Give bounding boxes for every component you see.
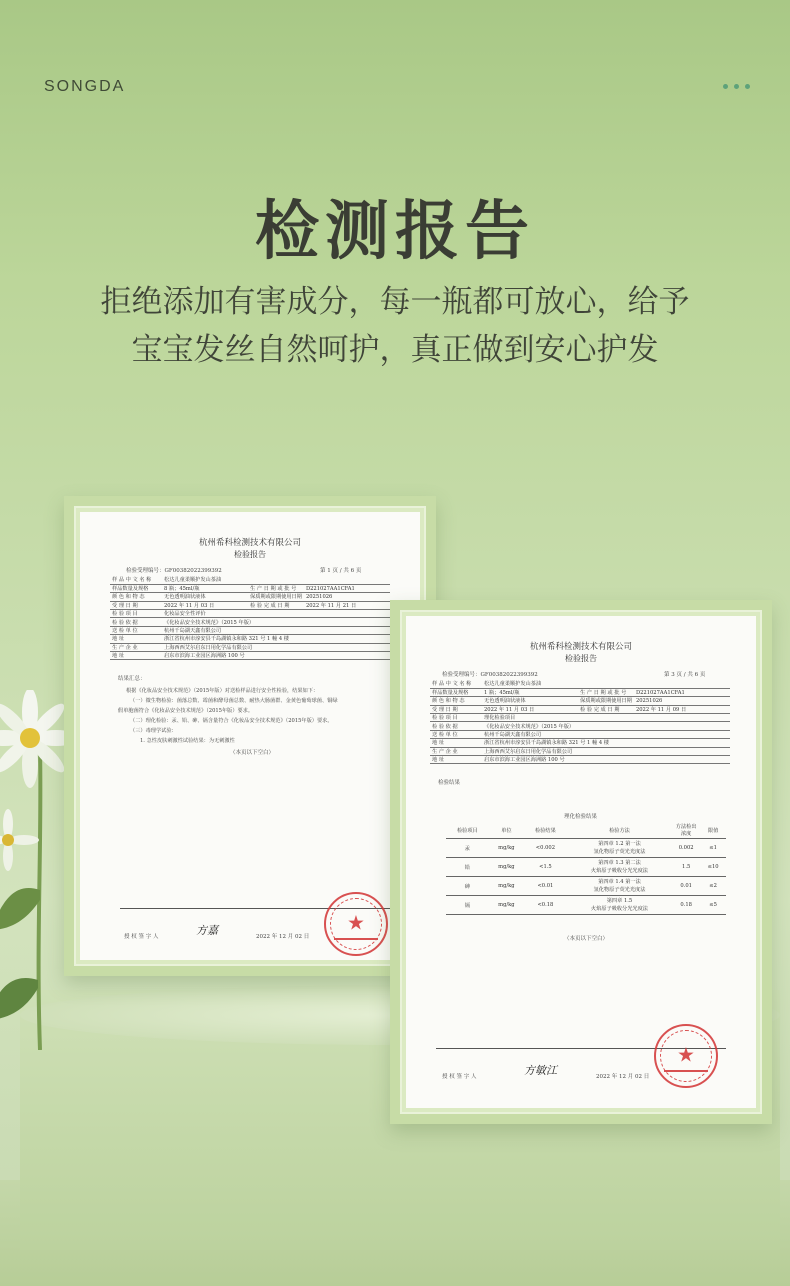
- result-cell: <0.01: [524, 877, 567, 896]
- info-row: [110, 626, 390, 634]
- method-line: 第四章 1.4 第一法: [598, 879, 641, 885]
- info-value: 《化妆品安全技术规范》（2015 年版）: [482, 722, 730, 730]
- report2-blank-note: （本页以下空白）: [564, 936, 609, 942]
- result-cell: 镉: [446, 896, 489, 915]
- report-paper-2: [406, 616, 756, 1108]
- method-line: 氢化物原子荧光光度法: [593, 887, 646, 893]
- result-cell: ≤10: [700, 858, 726, 877]
- result-row: [446, 839, 726, 858]
- info-value: 启东市滨海工业园区海洲路 100 号: [162, 652, 390, 660]
- result-cell: 汞: [446, 839, 489, 858]
- report1-page: 第 1 页 / 共 6 页: [320, 568, 362, 574]
- result-cell: 0.01: [672, 877, 700, 896]
- info-label: 地 址: [110, 635, 162, 643]
- info-value: 理化检验项目: [482, 714, 730, 722]
- report2-page: 第 3 页 / 共 6 页: [664, 672, 706, 678]
- report2-result-label: 检验结果: [438, 780, 461, 786]
- report1-signer-label: 授 权 签 字 人: [124, 934, 159, 940]
- report2-signer-label: 授 权 签 字 人: [442, 1074, 477, 1080]
- info-row: [110, 635, 390, 643]
- more-icon[interactable]: [723, 84, 750, 89]
- info-label: 样品数量及规格: [430, 688, 482, 696]
- info-value: 上海西西艾尔启东日用化学品有限公司: [162, 643, 390, 651]
- report1-date: 2022 年 12 月 02 日: [256, 934, 310, 940]
- header-cell: 方法检出浓度: [672, 822, 700, 839]
- info-value: 浙江省杭州市淳安县千岛湖镇永和路 321 号 1 幢 4 楼: [162, 635, 390, 643]
- info-row: [430, 739, 730, 747]
- info-label: 保质期或限期使用日期: [250, 594, 302, 601]
- page-subtitle: [60, 278, 730, 374]
- info-label: 地 址: [110, 652, 162, 660]
- result-cell: 0.002: [672, 839, 700, 858]
- info-label: 检 验 项 目: [430, 714, 482, 722]
- info-label: 地 址: [430, 756, 482, 764]
- info-label: 检 验 项 目: [110, 610, 162, 618]
- header-cell: 限值: [700, 822, 726, 839]
- report1-number: 检验受理编号：GF0038202239939​2: [126, 568, 222, 574]
- info-row: [430, 705, 730, 713]
- info-label: 检 验 完 成 日 期: [578, 705, 634, 713]
- info-label: 检 验 完 成 日 期: [248, 601, 304, 609]
- info-value: 松达儿童柔顺护发山茶油: [482, 680, 730, 688]
- info-label: 颜 色 和 物 态: [430, 697, 482, 705]
- report1-company: 杭州希科检测技术有限公司: [198, 538, 301, 548]
- report1-title: 检验报告: [234, 550, 266, 559]
- info-label: 保质期或限期使用日期: [580, 698, 632, 705]
- report1-result-line: 假单胞菌符合《化妆品安全技术规范》（2015年版）要求。: [118, 708, 254, 714]
- result-cell: 铅: [446, 858, 489, 877]
- report2-info-table: [430, 680, 730, 764]
- info-value: 1 瓶；45ml/瓶: [482, 688, 578, 696]
- report1-result-line: 1. 急性皮肤刺激性试验结果：为无刺激性: [140, 738, 235, 744]
- info-label: 受 理 日 期: [110, 601, 162, 609]
- report2-signature: 方敏江: [524, 1064, 557, 1077]
- info-label: 地 址: [430, 739, 482, 747]
- info-label: 送 检 单 位: [430, 730, 482, 738]
- info-row: [430, 697, 730, 705]
- info-label: 检 验 依 据: [110, 618, 162, 626]
- info-value: D221027AA1CFA1: [304, 584, 390, 592]
- info-label: 生 产 日 期 或 批 号: [578, 688, 634, 696]
- info-label: 颜 色 和 物 态: [110, 593, 162, 601]
- report1-result-line: 根据《化妆品安全技术规范》（2015年版）对送检样品进行安全性检验，结果如下：: [126, 688, 319, 694]
- result-row: [446, 896, 726, 915]
- info-value: 2022 年 11 月 03 日: [162, 601, 248, 609]
- result-cell: 0.18: [672, 896, 700, 915]
- info-value: 2022 年 11 月 03 日: [482, 705, 578, 713]
- method-line: 氢化物原子荧光光度法: [593, 849, 646, 855]
- info-row: [110, 643, 390, 651]
- result-cell: ≤5: [700, 896, 726, 915]
- info-label: 样 品 中 文 名 称: [110, 576, 162, 584]
- header: [0, 0, 790, 120]
- info-row: [110, 652, 390, 660]
- info-row: [430, 714, 730, 722]
- report1-result-line: （一）微生物检验：菌落总数、霉菌和酵母菌总数、耐热大肠菌群、金黄色葡萄球菌、铜绿: [130, 698, 338, 704]
- result-row: [446, 877, 726, 896]
- info-label: 样品数量及规格: [110, 584, 162, 592]
- info-value: 20251026: [634, 697, 730, 705]
- result-cell: <0.18: [524, 896, 567, 915]
- result-cell: [567, 877, 672, 896]
- info-label: 生 产 企 业: [110, 643, 162, 651]
- info-row: [430, 756, 730, 764]
- info-value: 8 瓶；45ml/瓶: [162, 584, 248, 592]
- info-row: [110, 576, 390, 584]
- report-frame-2: [390, 600, 772, 1124]
- info-row: [110, 584, 390, 592]
- result-cell: mg/kg: [489, 896, 524, 915]
- page-title: 检测报告: [255, 195, 535, 269]
- info-value: 杭州千岛湖天鑫有限公司: [482, 730, 730, 738]
- header-cell: 检验项目: [446, 822, 489, 839]
- report1-result-line: （二）理化检验：汞、铅、砷、镉含量符合《化妆品安全技术规范》（2015年版）要求。: [130, 718, 333, 724]
- report-paper-1: [80, 512, 420, 960]
- info-label: 生 产 日 期 或 批 号: [248, 584, 304, 592]
- info-value: 松达儿童柔顺护发山茶油: [162, 576, 390, 584]
- report1-seal-stamp: ★: [324, 892, 388, 956]
- result-cell: 砷: [446, 877, 489, 896]
- report1-result-line: （三）毒理学试验：: [130, 728, 177, 734]
- report2-seal-stamp: ★: [654, 1024, 718, 1088]
- result-cell: ≤2: [700, 877, 726, 896]
- method-line: 第四章 1.5: [606, 898, 633, 904]
- info-label: 生 产 企 业: [430, 747, 482, 755]
- report1-result-label: 结果汇总：: [118, 676, 146, 682]
- info-label: 送 检 单 位: [110, 626, 162, 634]
- method-line: 火焰原子吸收分光光度法: [590, 868, 648, 874]
- info-value: 2022 年 11 月 09 日: [634, 705, 730, 713]
- result-cell: <1.5: [524, 858, 567, 877]
- info-value: 20251026: [304, 593, 390, 601]
- result-cell: [567, 896, 672, 915]
- subtitle-line-1: 拒绝添加有害成分，每一瓶都可放心，给予: [100, 284, 690, 320]
- report1-signature: 方嘉: [196, 924, 218, 937]
- info-value: 化妆品安全性评价: [162, 610, 390, 618]
- brand-logo: SONGDA: [44, 78, 126, 95]
- report2-company: 杭州希科检测技术有限公司: [529, 642, 632, 652]
- header-cell: 单位: [489, 822, 524, 839]
- report2-title: 检验报告: [565, 654, 597, 663]
- header-cell: 检验结果: [524, 822, 567, 839]
- result-cell: ≤1: [700, 839, 726, 858]
- method-line: 第四章 1.3 第二法: [598, 860, 641, 866]
- result-cell: mg/kg: [489, 858, 524, 877]
- info-label: 受 理 日 期: [430, 705, 482, 713]
- method-line: 第四章 1.2 第一法: [598, 841, 641, 847]
- info-row: [430, 688, 730, 696]
- report1-info-table: [110, 576, 390, 660]
- header-cell: 检验方法: [567, 822, 672, 839]
- info-value: 浙江省杭州市淳安县千岛湖镇永和路 321 号 1 幢 4 楼: [482, 739, 730, 747]
- info-value: 2022 年 11 月 21 日: [304, 601, 390, 609]
- info-value: 上海西西艾尔启东日用化学品有限公司: [482, 747, 730, 755]
- report2-results-table: [446, 822, 726, 915]
- info-value: 杭州千岛湖天鑫有限公司: [162, 626, 390, 634]
- info-label: 样 品 中 文 名 称: [430, 680, 482, 688]
- info-label: 检 验 依 据: [430, 722, 482, 730]
- results-header-row: [446, 822, 726, 839]
- result-cell: <0.002: [524, 839, 567, 858]
- info-row: [430, 730, 730, 738]
- info-value: 无色透明油状液体: [482, 697, 578, 705]
- info-row: [430, 722, 730, 730]
- info-value: 启东市滨海工业园区海洲路 100 号: [482, 756, 730, 764]
- result-cell: mg/kg: [489, 839, 524, 858]
- subtitle-line-2: 宝宝发丝自然呵护，真正做到安心护发: [131, 332, 659, 368]
- report1-results: [118, 686, 338, 746]
- report-frame-1: [64, 496, 436, 976]
- info-value: 《化妆品安全技术规范》（2015 年版）: [162, 618, 390, 626]
- method-line: 火焰原子吸收分光光度法: [590, 906, 648, 912]
- report1-blank-note: （本页以下空白）: [230, 750, 275, 756]
- result-row: [446, 858, 726, 877]
- result-cell: 1.5: [672, 858, 700, 877]
- result-cell: [567, 839, 672, 858]
- result-cell: mg/kg: [489, 877, 524, 896]
- report2-table-title: 理化检验结果: [564, 814, 598, 820]
- info-row: [110, 593, 390, 601]
- info-row: [430, 680, 730, 688]
- result-cell: [567, 858, 672, 877]
- info-value: D221027AA1CFA1: [634, 688, 730, 696]
- info-value: 无色透明油状液体: [162, 593, 248, 601]
- report2-number: 检验受理编号：GF00382022399392: [442, 672, 538, 678]
- info-row: [110, 610, 390, 618]
- info-row: [110, 618, 390, 626]
- info-row: [430, 747, 730, 755]
- info-row: [110, 601, 390, 609]
- report2-date: 2022 年 12 月 02 日: [596, 1074, 650, 1080]
